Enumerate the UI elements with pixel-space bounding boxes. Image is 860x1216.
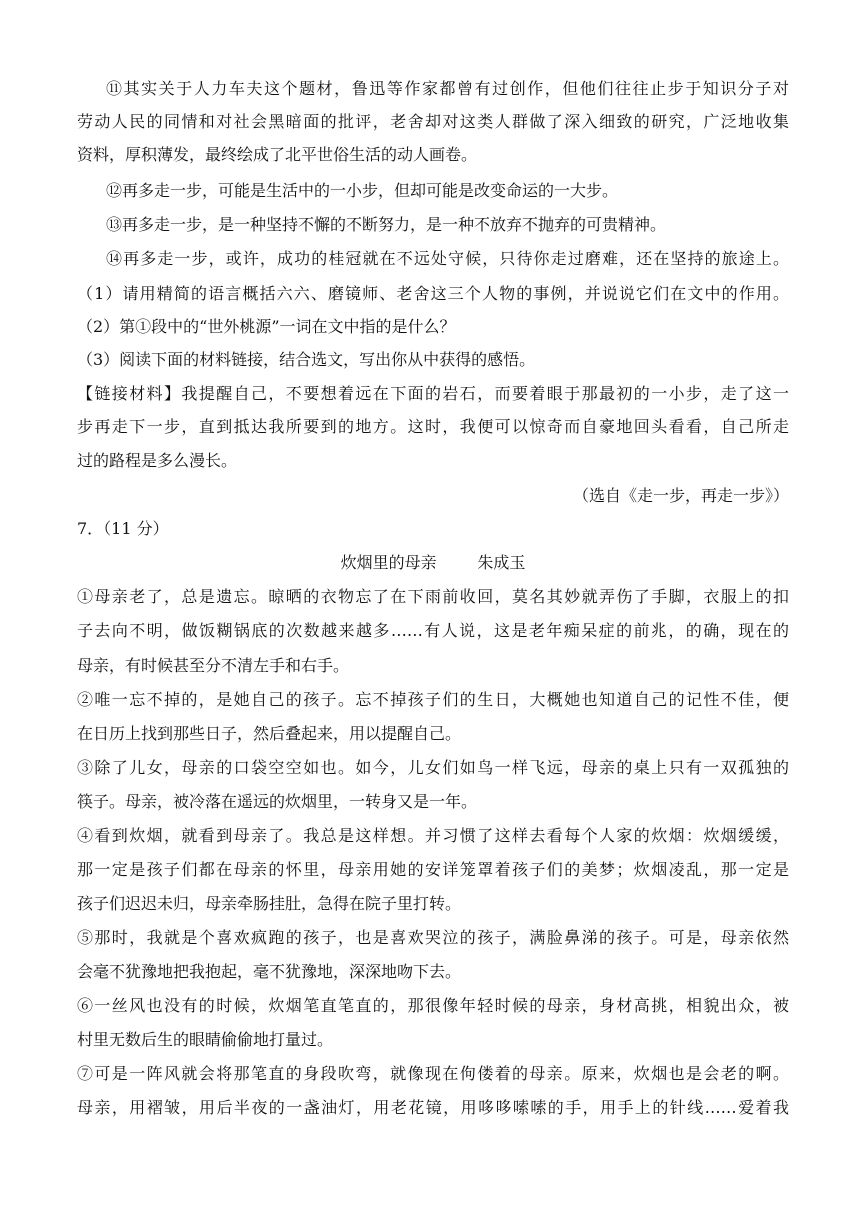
link-material-line-1: 【链接材料】我提醒自己，不要想着远在下面的岩石，而要着眼于那最初的一小步，走了这一 <box>77 384 789 403</box>
paragraph-11-line-2: 劳动人民的同情和对社会黑暗面的批评，老舍却对这类人群做了深入细致的研究，广泛地收集 <box>77 112 789 131</box>
p2-paragraph-2-line-1: ②唯一忘不掉的，是她自己的孩子。忘不掉孩子们的生日，大概她也知道自己的记性不佳，便 <box>77 690 789 709</box>
p2-paragraph-3-line-2: 筷子。母亲，被冷落在遥远的炊烟里，一转身又是一年。 <box>77 792 478 811</box>
p2-paragraph-5-line-1: ⑤那时，我就是个喜欢疯跑的孩子，也是喜欢哭泣的孩子，满脸鼻涕的孩子。可是，母亲依然 <box>77 928 789 947</box>
p2-paragraph-6-line-1: ⑥一丝风也没有的时候，炊烟笔直笔直的，那很像年轻时候的母亲，身材高挑，相貌出众，被 <box>77 996 789 1015</box>
question-2: （2）第①段中的“世外桃源”一词在文中指的是什么？ <box>77 317 456 336</box>
p2-paragraph-5-line-2: 会毫不犹豫地把我抱起，毫不犹豫地，深深地吻下去。 <box>77 962 462 981</box>
link-material-source: （选自《走一步，再走一步》） <box>572 486 789 505</box>
article-author: 朱成玉 <box>477 553 526 572</box>
p2-paragraph-1-line-2: 子去向不明，做饭糊锅底的次数越来越多……有人说，这是老年痴呆症的前兆，的确，现在的 <box>77 621 789 640</box>
p2-paragraph-4-line-2: 那一定是孩子们都在母亲的怀里，母亲用她的安详笼罩着孩子们的美梦；炊烟凌乱，那一定是 <box>77 860 789 879</box>
p2-paragraph-4-line-1: ④看到炊烟，就看到母亲了。我总是这样想。并习惯了这样去看每个人家的炊烟：炊烟缓缓， <box>77 826 789 845</box>
link-material-line-3: 过的路程是多么漫长。 <box>77 451 238 470</box>
link-material-line-2: 步再走下一步，直到抵达我所要到的地方。这时，我便可以惊奇而自豪地回头看看，自己所走 <box>77 417 789 436</box>
question-1: （1）请用精简的语言概括六六、磨镜师、老舍这三个人物的事例，并说说它们在文中的作用。 <box>77 284 789 303</box>
p2-paragraph-1-line-1: ①母亲老了，总是遗忘。晾晒的衣物忘了在下雨前收回，莫名其妙就弄伤了手脚，衣服上的扣 <box>77 587 789 606</box>
paragraph-11-line-1: ⑪其实关于人力车夫这个题材，鲁迅等作家都曾有过创作，但他们往往止步于知识分子对 <box>106 79 789 98</box>
p2-paragraph-7-line-1: ⑦可是一阵风就会将那笔直的身段吹弯，就像现在佝偻着的母亲。原来，炊烟也是会老的啊。 <box>77 1064 789 1083</box>
paragraph-11-line-3: 资料，厚积薄发，最终绘成了北平世俗生活的动人画卷。 <box>77 145 478 164</box>
p2-paragraph-1-line-3: 母亲，有时候甚至分不清左手和右手。 <box>77 656 350 675</box>
p2-paragraph-6-line-2: 村里无数后生的眼睛偷偷地打量过。 <box>77 1030 334 1049</box>
question-7-label: 7．（11 分） <box>77 519 169 538</box>
p2-paragraph-2-line-2: 在日历上找到那些日子，然后叠起来，用以提醒自己。 <box>77 724 462 743</box>
paragraph-13: ⑬再多走一步，是一种坚持不懈的不断努力，是一种不放弃不抛弃的可贵精神。 <box>106 215 667 234</box>
p2-paragraph-7-line-2: 母亲，用褶皱，用后半夜的一盏油灯，用老花镜，用哆哆嗦嗦的手，用手上的针线……爱着我 <box>77 1098 789 1117</box>
article-title: 炊烟里的母亲 <box>340 553 437 572</box>
question-3: （3）阅读下面的材料链接，结合选文，写出你从中获得的感悟。 <box>77 350 536 369</box>
paragraph-12: ⑫再多走一步，可能是生活中的一小步，但却可能是改变命运的一大步。 <box>106 181 619 200</box>
article-heading <box>77 552 789 574</box>
paragraph-14: ⑭再多走一步，或许，成功的桂冠就在不远处守候，只待你走过磨难，还在坚持的旅途上。 <box>106 249 789 268</box>
p2-paragraph-3-line-1: ③除了儿女，母亲的口袋空空如也。如今，儿女们如鸟一样飞远，母亲的桌上只有一双孤独的 <box>77 758 789 777</box>
p2-paragraph-4-line-3: 孩子们迟迟未归，母亲牵肠挂肚，急得在院子里打转。 <box>77 894 462 913</box>
